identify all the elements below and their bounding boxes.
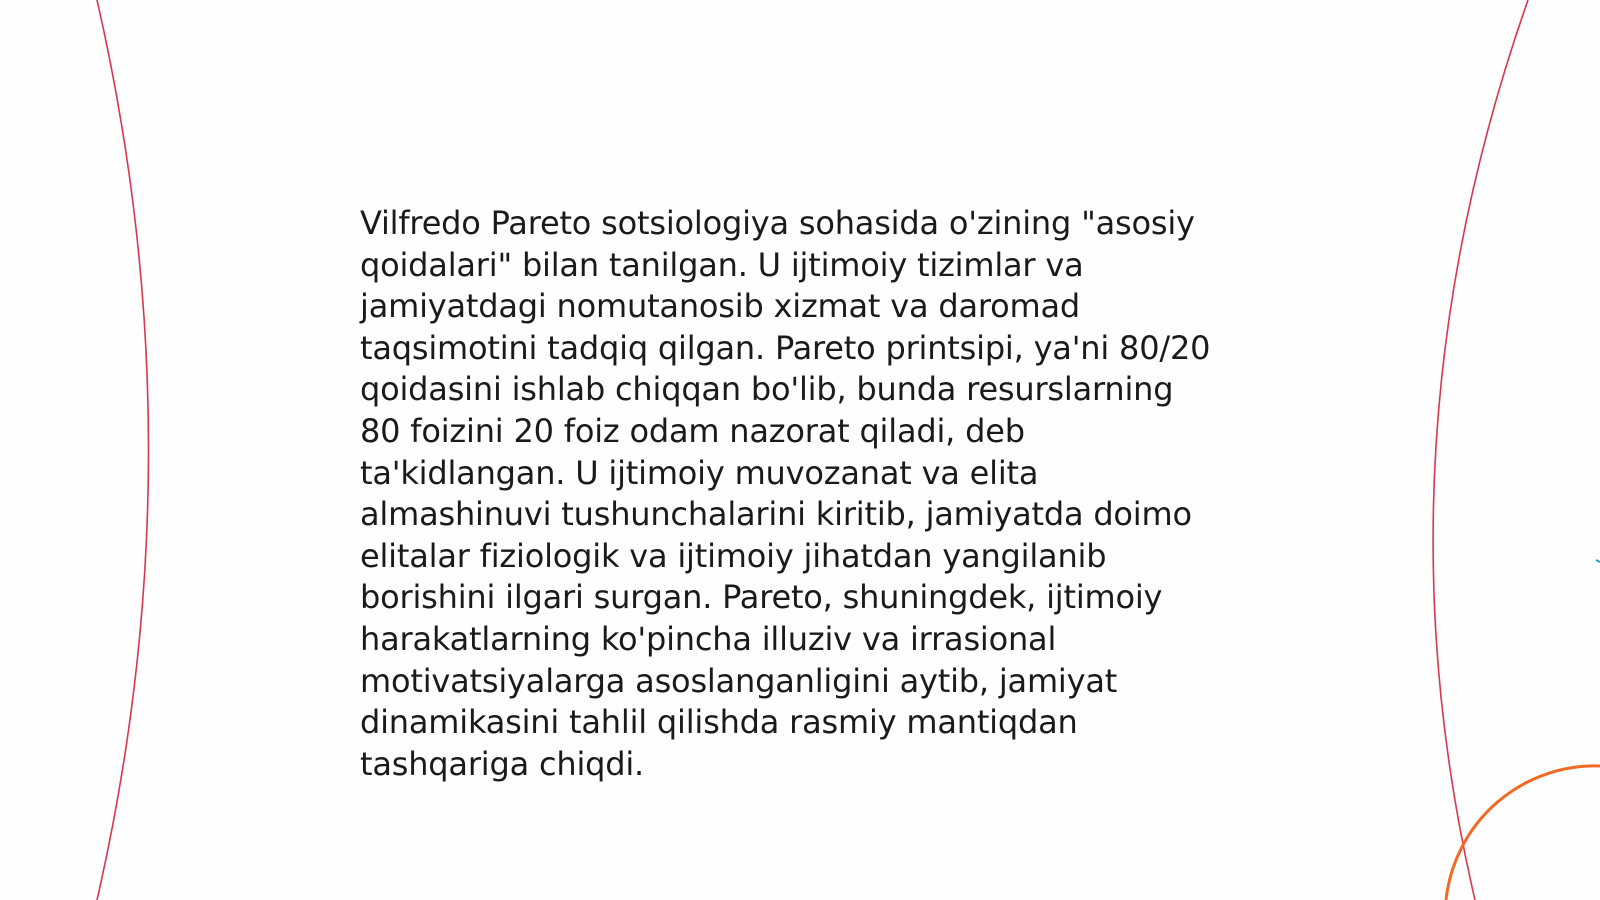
paragraph-line: jamiyatdagi nomutanosib xizmat va daromad <box>360 287 1081 326</box>
body-paragraph <box>360 203 1240 785</box>
paragraph-line: taqsimotini tadqiq qilgan. Pareto printsipi, ya'ni 80/20 <box>360 328 1211 367</box>
paragraph-line: tashqariga chiqdi. <box>360 744 645 783</box>
paragraph-line: motivatsiyalarga asoslanganligini aytib, jamiyat <box>360 661 1118 700</box>
teal-accent-mark <box>1596 560 1600 562</box>
left-red-arc <box>97 0 149 900</box>
paragraph-line: ta'kidlangan. U ijtimoiy muvozanat va elita <box>360 453 1039 492</box>
paragraph-line: borishini ilgari surgan. Pareto, shuningdek, ijtimoiy <box>360 578 1163 617</box>
paragraph-line: elitalar fiziologik va ijtimoiy jihatdan yangilanib <box>360 536 1107 575</box>
right-red-arc <box>1433 0 1528 900</box>
orange-circle-arc <box>1446 766 1600 900</box>
paragraph-line: almashinuvi tushunchalarini kiritib, jamiyatda doimo <box>360 495 1192 534</box>
paragraph-line: dinamikasini tahlil qilishda rasmiy mantiqdan <box>360 703 1078 742</box>
paragraph-line: harakatlarning ko'pincha illuziv va irrasional <box>360 619 1057 658</box>
paragraph-line: Vilfredo Pareto sotsiologiya sohasida o'zining "asosiy <box>360 204 1195 242</box>
paragraph-line: qoidasini ishlab chiqqan bo'lib, bunda resurslarning <box>360 370 1174 409</box>
paragraph-line: 80 foizini 20 foiz odam nazorat qiladi, deb <box>360 411 1025 450</box>
paragraph-line: qoidalari" bilan tanilgan. U ijtimoiy tizimlar va <box>360 245 1084 284</box>
